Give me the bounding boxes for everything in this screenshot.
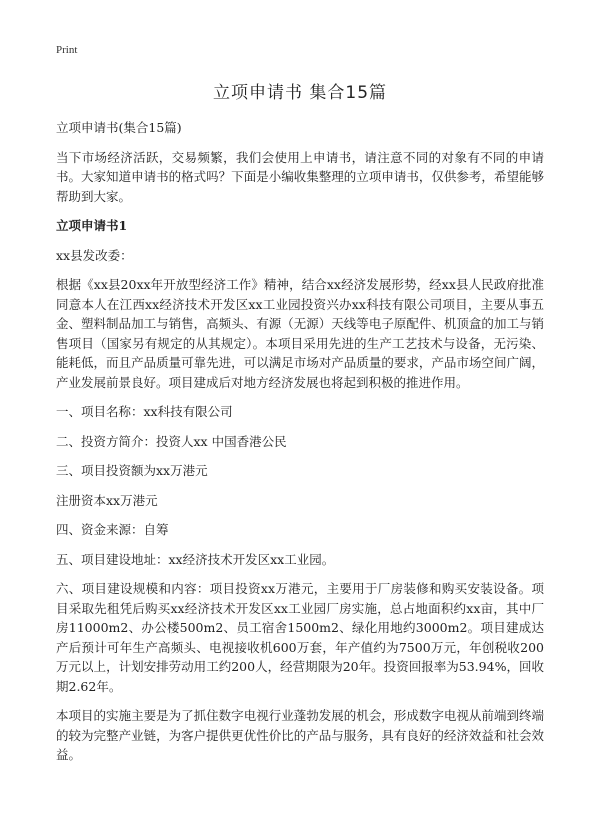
body-paragraph-background: 根据《xx县20xx年开放型经济工作》精神，结合xx经济发展形势，经xx县人民政府批准同意本人在江西xx经济技术开发区xx工业园投资兴办xx科技有限公司项目，主要从事五金、塑料制品加工与销售，高频头、有源（无源）天线等电子原配件、机顶盒的加工与销售项目（国家另有规定的从其规定）。本项目采用先进的生产工艺技术与设备，无污染、能耗低，而且产品质量可靠先进，可以满足市场对产品质量的要求，产品市场空间广阔，产业发展前景良好。项目建成后对地方经济发展也将起到积极的推进作用。 (56, 277, 544, 390)
body-paragraph-registered-capital: 注册资本xx万港元 (56, 492, 158, 508)
section-heading: 立项申请书1 (56, 218, 128, 233)
body-paragraph-scale: 六、项目建设规模和内容：项目投资xx万港元，主要用于厂房装修和购买安装设备。项目采取先租凭后购买xx经济技术开发区xx工业园厂房实施，总占地面积约xx亩，其中厂房11000m2、办公楼500m2、员工宿舍1500m2、绿化用地约3000m2。项目建成达产后预计可年生产高频头、电视接收机600万套，年产值约为7500万元，年创税收200万元以上，计划安排劳动用工约200人，经营期限为20年。投资回报率为53.94%，回收期2.62年。 (56, 581, 544, 694)
print-label[interactable]: Print (56, 44, 78, 56)
body-paragraph-investment: 三、项目投资额为xx万港元 (56, 463, 208, 478)
document-title: 立项申请书 集合15篇 (212, 83, 388, 103)
body-paragraph-purpose: 本项目的实施主要是为了抓住数字电视行业蓬勃发展的机会，形成数字电视从前端到终端的较为完整产业链，为客户提供更优性价比的产品与服务，具有良好的经济效益和社会效益。 (56, 708, 544, 762)
document-subtitle: 立项申请书(集合15篇) (56, 120, 182, 135)
intro-paragraph: 当下市场经济活跃，交易频繁，我们会使用上申请书，请注意不同的对象有不同的申请书。大家知道申请书的格式吗？下面是小编收集整理的立项申请书，仅供参考，希望能够帮助到大家。 (56, 149, 544, 204)
body-paragraph-investor: 二、投资方简介：投资人xx 中国香港公民 (56, 433, 287, 449)
body-paragraph-address: 五、项目建设地址：xx经济技术开发区xx工业园。 (56, 551, 335, 567)
body-paragraph-funding-source: 四、资金来源：自筹 (56, 522, 169, 537)
salutation: xx县发改委： (56, 247, 133, 263)
body-paragraph-project-name: 一、项目名称：xx科技有限公司 (56, 404, 233, 419)
